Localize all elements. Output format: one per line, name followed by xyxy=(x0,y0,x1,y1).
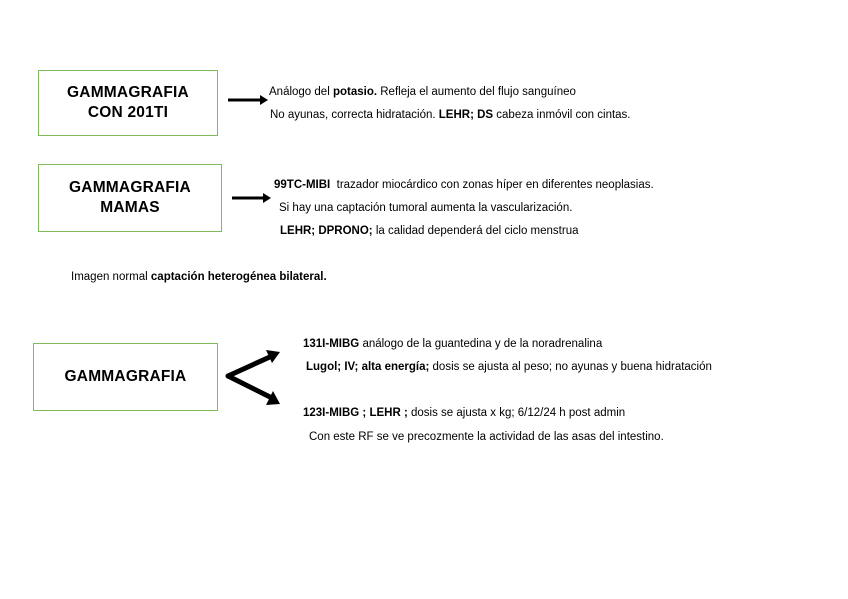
box-title: GAMMAGRAFIA xyxy=(64,368,187,385)
box-title-line2: MAMAS xyxy=(100,199,160,216)
box-title-line2: CON 201TI xyxy=(87,104,169,121)
branch-arrows-icon xyxy=(222,348,284,410)
box-gammagrafia xyxy=(33,343,218,411)
text-201ti-line2: No ayunas, correcta hidratación. LEHR; DS cabeza inmóvil con cintas. xyxy=(270,109,631,121)
text-131i-line2: Lugol; IV; alta energía; dosis se ajusta al peso; no ayunas y buena hidratación xyxy=(306,361,712,373)
text-123i-line2: Con este RF se ve precozmente la actividad de las asas del intestino. xyxy=(309,431,664,443)
text-201ti-line1: Análogo del potasio. Refleja el aumento del flujo sanguíneo xyxy=(269,86,576,98)
text-mamas-line3: LEHR; DPRONO; la calidad dependerá del ciclo menstrua xyxy=(280,225,579,237)
right-arrow-icon xyxy=(232,192,274,204)
box-title-line1: GAMMAGRAFIA xyxy=(67,84,189,101)
box-title-line1: GAMMAGRAFIA xyxy=(69,179,191,196)
text-131i-line1: 131I-MIBG análogo de la guantedina y de la noradrenalina xyxy=(303,338,603,350)
box-gammagrafia-mamas xyxy=(38,164,222,232)
text-123i-line1: 123I-MIBG ; LEHR ; dosis se ajusta x kg; 6/12/24 h post admin xyxy=(303,407,626,419)
box-gammagrafia-201ti xyxy=(38,70,218,136)
text-mamas-line1: 99TC-MIBI trazador miocárdico con zonas híper en diferentes neoplasias. xyxy=(274,179,654,191)
text-mamas-line2: Si hay una captación tumoral aumenta la vascularización. xyxy=(279,202,573,214)
right-arrow-icon xyxy=(228,94,270,106)
note-imagen-normal: Imagen normal captación heterogénea bilateral. xyxy=(71,271,327,283)
